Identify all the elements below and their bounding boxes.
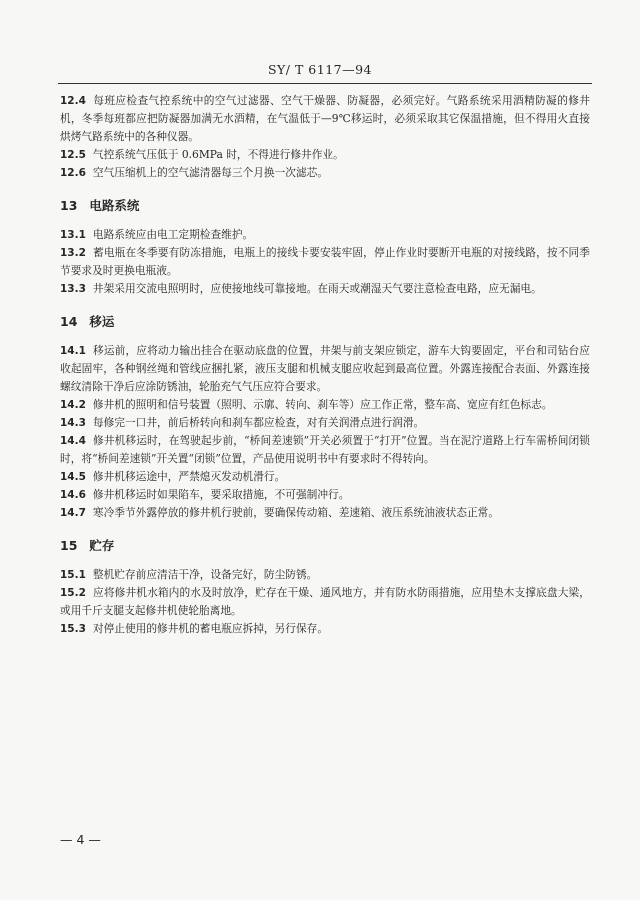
clause-paragraph <box>60 566 590 584</box>
clause-number: 14.2 <box>60 399 86 411</box>
clause-paragraph <box>60 396 590 414</box>
clause-number: 14.1 <box>60 345 86 357</box>
clause-number: 14.5 <box>60 471 86 483</box>
clause-number: 15.1 <box>60 569 86 581</box>
clause-number: 15.2 <box>60 587 86 599</box>
header-rule <box>58 83 592 84</box>
clause-text: 修井机移运时，在驾驶起步前，“桥间差速锁”开关必须置于“打开”位置。当在泥泞道路上行车需桥间闭锁时，将“桥间差速锁”开关置“闭锁”位置，产品使用说明书中有要求时不得转向。 <box>60 434 590 465</box>
clause-number: 14.7 <box>60 507 86 519</box>
clause-text: 整机贮存前应清洁干净，设备完好，防尘防锈。 <box>92 568 318 581</box>
clause-paragraph <box>60 414 590 432</box>
clause-text: 移运前，应将动力输出挂合在驱动底盘的位置，井架与前支架应锁定，游车大钩要固定，平台和司钻台应收起固牢，各种钢丝绳和管线应捆扎紧，液压支腿和机械支腿应收起到最高位置。外露连接配合表面、外露连接螺纹清除干净后应涂防锈油，轮胎充气气压应符合要求。 <box>60 344 590 393</box>
clause-text: 井架采用交流电照明时，应使接地线可靠接地。在雨天或潮湿天气要注意检查电路，应无漏电。 <box>92 282 542 295</box>
clause-number: 12.5 <box>60 149 86 161</box>
clause-paragraph <box>60 226 590 244</box>
section-heading <box>60 537 590 555</box>
clause-text: 修井机移运途中，严禁熄灭发动机滑行。 <box>92 470 286 483</box>
clause-paragraph <box>60 584 590 620</box>
clause-number: 13.2 <box>60 247 86 259</box>
clause-paragraph <box>60 486 590 504</box>
clause-paragraph <box>60 146 590 164</box>
clause-paragraph <box>60 342 590 396</box>
section-title: 移运 <box>89 314 115 329</box>
clause-text: 每修完一口井，前后桥转向和刹车都应检查，对有关润滑点进行润滑。 <box>92 416 425 429</box>
clause-number: 14.6 <box>60 489 86 501</box>
clause-paragraph <box>60 620 590 638</box>
clause-text: 对停止使用的修井机的蓄电瓶应拆掉，另行保存。 <box>92 622 329 635</box>
section-number: 15 <box>60 538 78 553</box>
section-number: 13 <box>60 198 78 213</box>
clause-text: 蓄电瓶在冬季要有防冻措施，电瓶上的接线卡要安装牢固，停止作业时要断开电瓶的对接线路，按不同季节要求及时更换电瓶液。 <box>60 246 590 277</box>
clause-text: 空气压缩机上的空气滤清器每三个月换一次滤芯。 <box>92 166 329 179</box>
section-heading <box>60 197 590 215</box>
clause-paragraph <box>60 92 590 146</box>
clause-number: 13.3 <box>60 283 86 295</box>
clause-text: 电路系统应由电工定期检查维护。 <box>92 228 254 241</box>
section-title: 贮存 <box>89 538 115 553</box>
clause-text: 应将修井机水箱内的水及时放净，贮存在干燥、通风地方，并有防水防雨措施，应用垫木支撑底盘大梁，或用千斤支腿支起修井机使轮胎离地。 <box>60 586 590 617</box>
clause-paragraph <box>60 504 590 522</box>
clause-paragraph <box>60 432 590 468</box>
clause-paragraph <box>60 244 590 280</box>
page-header: SY/ T 6117—94 <box>267 62 373 77</box>
section-heading <box>60 313 590 331</box>
section-number: 14 <box>60 314 78 329</box>
clause-number: 14.3 <box>60 417 86 429</box>
clause-paragraph <box>60 164 590 182</box>
clause-text: 每班应检查气控系统中的空气过滤器、空气干燥器、防凝器，必须完好。气路系统采用酒精防凝的修井机，冬季每班都应把防凝器加满无水酒精，在气温低于—9℃移运时，必须采取其它保温措施，但不得用火直接烘烤气路系统中的各种仪器。 <box>60 94 590 143</box>
clause-text: 修井机移运时如果陷车，要采取措施，不可强制冲行。 <box>92 488 350 501</box>
clause-number: 13.1 <box>60 229 86 241</box>
clause-paragraph <box>60 280 590 298</box>
section-title: 电路系统 <box>89 198 140 213</box>
document-body <box>60 92 590 638</box>
clause-number: 12.4 <box>60 95 86 107</box>
clause-text: 修井机的照明和信号装置（照明、示廓、转向、刹车等）应工作正常，整车高、宽应有红色标志。 <box>92 398 553 411</box>
clause-text: 寒冷季节外露停放的修井机行驶前，要确保传动箱、差速箱、液压系统油液状态正常。 <box>92 506 500 519</box>
clause-number: 15.3 <box>60 623 86 635</box>
clause-number: 14.4 <box>60 435 86 447</box>
page-number: — 4 — <box>60 832 101 847</box>
clause-text: 气控系统气压低于 0.6MPa 时，不得进行修井作业。 <box>92 148 344 161</box>
clause-number: 12.6 <box>60 167 86 179</box>
clause-paragraph <box>60 468 590 486</box>
